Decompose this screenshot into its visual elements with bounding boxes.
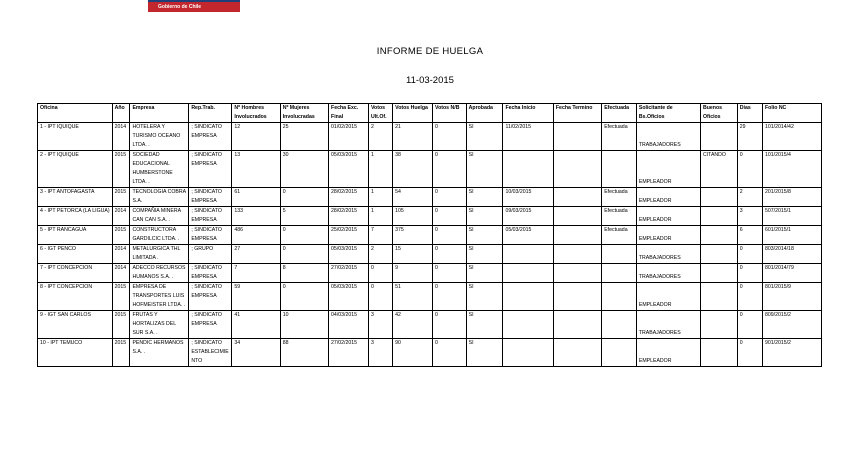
table-row [38, 264, 822, 283]
cell-aprobada: SI [466, 207, 503, 226]
cell-fecha-exc: 28/02/2015 [329, 207, 369, 226]
cell-empresa: PENDIC HERMANOS S.A. . [130, 339, 189, 367]
cell-aprobada: SI [466, 151, 503, 188]
cell-anio: 2015 [112, 339, 130, 367]
cell-solicitante: EMPLEADOR [636, 226, 700, 245]
cell-anio: 2014 [112, 123, 130, 151]
cell-rep: ; SINDICATO EMPRESA [189, 207, 232, 226]
cell-efectuada: Efectuada [602, 123, 637, 151]
cell-folio: 801/2014/79 [762, 264, 821, 283]
cell-oficina: 5 - IPT RANCAGUA [38, 226, 113, 245]
cell-anio: 2015 [112, 188, 130, 207]
cell-fecha-termino [553, 339, 601, 367]
cell-mujeres: 25 [280, 123, 328, 151]
cell-votos-ult: 3 [368, 311, 392, 339]
cell-dias: 0 [737, 264, 762, 283]
cell-fecha-exc: 05/03/2015 [329, 283, 369, 311]
cell-dias: 0 [737, 283, 762, 311]
cell-fecha-termino [553, 151, 601, 188]
cell-efectuada [602, 151, 637, 188]
column-header: Empresa [130, 104, 189, 123]
column-header: Días [737, 104, 762, 123]
cell-efectuada [602, 283, 637, 311]
cell-empresa: FRUTAS Y HORTALIZAS DEL SUR S.A. . [130, 311, 189, 339]
cell-fecha-termino [553, 283, 601, 311]
cell-fecha-termino [553, 245, 601, 264]
cell-solicitante: TRABAJADORES [636, 311, 700, 339]
cell-votos-ult: 1 [368, 151, 392, 188]
cell-fecha-inicio: 09/03/2015 [503, 207, 553, 226]
cell-folio: 101/2014/42 [762, 123, 821, 151]
cell-mujeres: 0 [280, 226, 328, 245]
column-header: Año [112, 104, 130, 123]
table-row [38, 207, 822, 226]
table-row [38, 339, 822, 367]
cell-solicitante: TRABAJADORES [636, 123, 700, 151]
column-header: Oficina [38, 104, 113, 123]
cell-hombres: 486 [232, 226, 280, 245]
cell-folio: 601/2015/1 [762, 226, 821, 245]
cell-buenos [700, 188, 737, 207]
cell-buenos [700, 283, 737, 311]
cell-fecha-inicio: 10/03/2015 [503, 188, 553, 207]
cell-rep: ; SINDICATO EMPRESA [189, 264, 232, 283]
cell-hombres: 7 [232, 264, 280, 283]
cell-anio: 2014 [112, 264, 130, 283]
column-header: Votos Ult.Of. [368, 104, 392, 123]
cell-rep: ; SINDICATO EMPRESA [189, 123, 232, 151]
column-header: Rep.Trab. [189, 104, 232, 123]
cell-aprobada: SI [466, 123, 503, 151]
cell-buenos [700, 123, 737, 151]
cell-rep: ; SINDICATO EMPRESA [189, 226, 232, 245]
cell-rep: ; SINDICATO EMPRESA [189, 283, 232, 311]
cell-hombres: 59 [232, 283, 280, 311]
cell-buenos [700, 207, 737, 226]
table-row [38, 226, 822, 245]
column-header: Fecha Exc. Final [329, 104, 369, 123]
cell-hombres: 13 [232, 151, 280, 188]
cell-folio: 901/2015/2 [762, 339, 821, 367]
column-header: Solicitante de Bs.Oficios [636, 104, 700, 123]
cell-dias: 0 [737, 245, 762, 264]
column-header: Fecha Inicio [503, 104, 553, 123]
cell-votos-huelga: 9 [393, 264, 433, 283]
cell-fecha-inicio [503, 151, 553, 188]
cell-buenos [700, 245, 737, 264]
cell-folio: 809/2015/2 [762, 311, 821, 339]
cell-empresa: METALURGICA THL LIMITADA . [130, 245, 189, 264]
cell-votos-ult: 7 [368, 226, 392, 245]
cell-rep: ; GRUPO [189, 245, 232, 264]
cell-efectuada: Efectuada [602, 188, 637, 207]
table-row [38, 123, 822, 151]
column-header: Aprobada [466, 104, 503, 123]
cell-anio: 2015 [112, 283, 130, 311]
cell-fecha-inicio [503, 245, 553, 264]
cell-oficina: 8 - IPT CONCEPCION [38, 283, 113, 311]
cell-aprobada: SI [466, 188, 503, 207]
cell-buenos: CITANDO [700, 151, 737, 188]
cell-votos-huelga: 90 [393, 339, 433, 367]
cell-votos-nb: 0 [433, 245, 467, 264]
table-row [38, 245, 822, 264]
cell-votos-huelga: 15 [393, 245, 433, 264]
cell-anio: 2015 [112, 151, 130, 188]
cell-votos-huelga: 375 [393, 226, 433, 245]
cell-fecha-exc: 01/02/2015 [329, 123, 369, 151]
cell-mujeres: 5 [280, 207, 328, 226]
cell-hombres: 61 [232, 188, 280, 207]
cell-votos-nb: 0 [433, 151, 467, 188]
cell-votos-huelga: 105 [393, 207, 433, 226]
cell-votos-ult: 1 [368, 188, 392, 207]
cell-oficina: 3 - IPT ANTOFAGASTA [38, 188, 113, 207]
logo-text: Gobierno de Chile [158, 4, 202, 10]
cell-fecha-exc: 05/03/2015 [329, 151, 369, 188]
table-body [38, 123, 822, 367]
cell-votos-nb: 0 [433, 207, 467, 226]
cell-efectuada [602, 339, 637, 367]
cell-oficina: 7 - IPT CONCEPCION [38, 264, 113, 283]
cell-solicitante: TRABAJADORES [636, 245, 700, 264]
cell-votos-ult: 0 [368, 264, 392, 283]
cell-folio: 507/2015/1 [762, 207, 821, 226]
cell-folio: 803/2014/18 [762, 245, 821, 264]
cell-fecha-inicio [503, 311, 553, 339]
cell-fecha-termino [553, 188, 601, 207]
cell-solicitante: EMPLEADOR [636, 207, 700, 226]
cell-oficina: 4 - IPT PETORCA (LA LIGUA) [38, 207, 113, 226]
cell-fecha-inicio: 05/03/2015 [503, 226, 553, 245]
cell-empresa: TECNOLOGIA COBRA S.A. [130, 188, 189, 207]
cell-empresa: ADECCO RECURSOS HUMANOS S.A. . [130, 264, 189, 283]
cell-rep: ; SINDICATO EMPRESA [189, 188, 232, 207]
cell-solicitante: EMPLEADOR [636, 151, 700, 188]
cell-votos-ult: 2 [368, 245, 392, 264]
cell-fecha-inicio: 11/02/2015 [503, 123, 553, 151]
cell-aprobada: SI [466, 226, 503, 245]
cell-votos-nb: 0 [433, 311, 467, 339]
cell-oficina: 2 - IPT IQUIQUE [38, 151, 113, 188]
cell-aprobada: SI [466, 245, 503, 264]
cell-empresa: HOTELERA Y TURISMO OCEANO LTDA. . [130, 123, 189, 151]
cell-votos-ult: 1 [368, 207, 392, 226]
strike-report-table [37, 103, 822, 367]
cell-oficina: 10 - IPT TEMUCO [38, 339, 113, 367]
cell-fecha-termino [553, 207, 601, 226]
cell-fecha-exc: 05/03/2015 [329, 245, 369, 264]
cell-anio: 2014 [112, 245, 130, 264]
cell-solicitante: TRABAJADORES [636, 264, 700, 283]
cell-hombres: 27 [232, 245, 280, 264]
cell-votos-nb: 0 [433, 264, 467, 283]
column-header: Folio NC [762, 104, 821, 123]
cell-mujeres: 0 [280, 188, 328, 207]
cell-votos-ult: 2 [368, 123, 392, 151]
cell-efectuada [602, 245, 637, 264]
cell-votos-nb: 0 [433, 339, 467, 367]
cell-votos-ult: 3 [368, 339, 392, 367]
column-header: Efectuada [602, 104, 637, 123]
cell-oficina: 1 - IPT IQUIQUE [38, 123, 113, 151]
cell-anio: 2015 [112, 311, 130, 339]
cell-empresa: COMPAÑIA MINERA CAN CAN S.A. . [130, 207, 189, 226]
cell-mujeres: 10 [280, 311, 328, 339]
cell-votos-nb: 0 [433, 226, 467, 245]
cell-aprobada: SI [466, 311, 503, 339]
cell-rep: ; SINDICATO EMPRESA [189, 151, 232, 188]
cell-votos-huelga: 42 [393, 311, 433, 339]
cell-solicitante: EMPLEADOR [636, 283, 700, 311]
cell-votos-ult: 0 [368, 283, 392, 311]
column-header: Nº Mujeres Involucradas [280, 104, 328, 123]
cell-oficina: 9 - IGT SAN CARLOS [38, 311, 113, 339]
cell-hombres: 133 [232, 207, 280, 226]
cell-mujeres: 30 [280, 151, 328, 188]
cell-votos-huelga: 51 [393, 283, 433, 311]
cell-mujeres: 0 [280, 283, 328, 311]
cell-solicitante: EMPLEADOR [636, 188, 700, 207]
cell-votos-huelga: 38 [393, 151, 433, 188]
gobierno-logo [148, 0, 240, 12]
report-title: INFORME DE HUELGA [376, 46, 484, 57]
cell-votos-nb: 0 [433, 283, 467, 311]
cell-empresa: CONSTRUCTORA GARDILCIC LTDA. . [130, 226, 189, 245]
cell-dias: 6 [737, 226, 762, 245]
cell-mujeres: 88 [280, 339, 328, 367]
cell-fecha-exc: 04/03/2015 [329, 311, 369, 339]
cell-rep: ; SINDICATO EMPRESA [189, 311, 232, 339]
cell-buenos [700, 264, 737, 283]
cell-empresa: SOCIEDAD EDUCACIONAL HUMBERSTONE LTDA. . [130, 151, 189, 188]
cell-votos-huelga: 54 [393, 188, 433, 207]
cell-aprobada: SI [466, 283, 503, 311]
cell-solicitante: EMPLEADOR [636, 339, 700, 367]
cell-buenos [700, 226, 737, 245]
cell-fecha-exc: 28/02/2015 [329, 188, 369, 207]
cell-folio: 101/2015/4 [762, 151, 821, 188]
cell-hombres: 41 [232, 311, 280, 339]
table-row [38, 188, 822, 207]
cell-rep: ; SINDICATO ESTABLECIMIENTO [189, 339, 232, 367]
report-date: 11-03-2015 [406, 75, 454, 86]
cell-aprobada: SI [466, 264, 503, 283]
cell-fecha-termino [553, 264, 601, 283]
cell-fecha-exc: 27/02/2015 [329, 264, 369, 283]
cell-efectuada: Efectuada [602, 226, 637, 245]
column-header: Votos N/B [433, 104, 467, 123]
cell-fecha-inicio [503, 283, 553, 311]
cell-buenos [700, 339, 737, 367]
cell-votos-huelga: 21 [393, 123, 433, 151]
cell-oficina: 6 - IGT PENCO [38, 245, 113, 264]
cell-fecha-termino [553, 311, 601, 339]
column-header: Votos Huelga [393, 104, 433, 123]
cell-dias: 29 [737, 123, 762, 151]
cell-fecha-termino [553, 226, 601, 245]
cell-efectuada: Efectuada [602, 207, 637, 226]
cell-dias: 0 [737, 311, 762, 339]
cell-votos-nb: 0 [433, 123, 467, 151]
cell-anio: 2014 [112, 207, 130, 226]
cell-empresa: EMPRESA DE TRANSPORTES LUIS HOFMEISTER LTDA. . [130, 283, 189, 311]
cell-dias: 3 [737, 207, 762, 226]
cell-hombres: 12 [232, 123, 280, 151]
cell-dias: 0 [737, 339, 762, 367]
cell-efectuada [602, 264, 637, 283]
table-row [38, 283, 822, 311]
cell-dias: 2 [737, 188, 762, 207]
cell-votos-nb: 0 [433, 188, 467, 207]
cell-aprobada: SI [466, 339, 503, 367]
cell-fecha-termino [553, 123, 601, 151]
table-row [38, 311, 822, 339]
cell-folio: 801/2015/9 [762, 283, 821, 311]
cell-folio: 201/2015/8 [762, 188, 821, 207]
cell-fecha-exc: 27/02/2015 [329, 339, 369, 367]
cell-fecha-exc: 25/02/2015 [329, 226, 369, 245]
cell-fecha-inicio [503, 339, 553, 367]
cell-buenos [700, 311, 737, 339]
cell-fecha-inicio [503, 264, 553, 283]
cell-hombres: 34 [232, 339, 280, 367]
column-header: Fecha Termino [553, 104, 601, 123]
table-row [38, 151, 822, 188]
cell-mujeres: 0 [280, 245, 328, 264]
cell-anio: 2015 [112, 226, 130, 245]
table-header-row [38, 104, 822, 123]
cell-dias: 0 [737, 151, 762, 188]
column-header: Buenos Oficios [700, 104, 737, 123]
cell-efectuada [602, 311, 637, 339]
cell-mujeres: 8 [280, 264, 328, 283]
column-header: Nº Hombres Involucrados [232, 104, 280, 123]
